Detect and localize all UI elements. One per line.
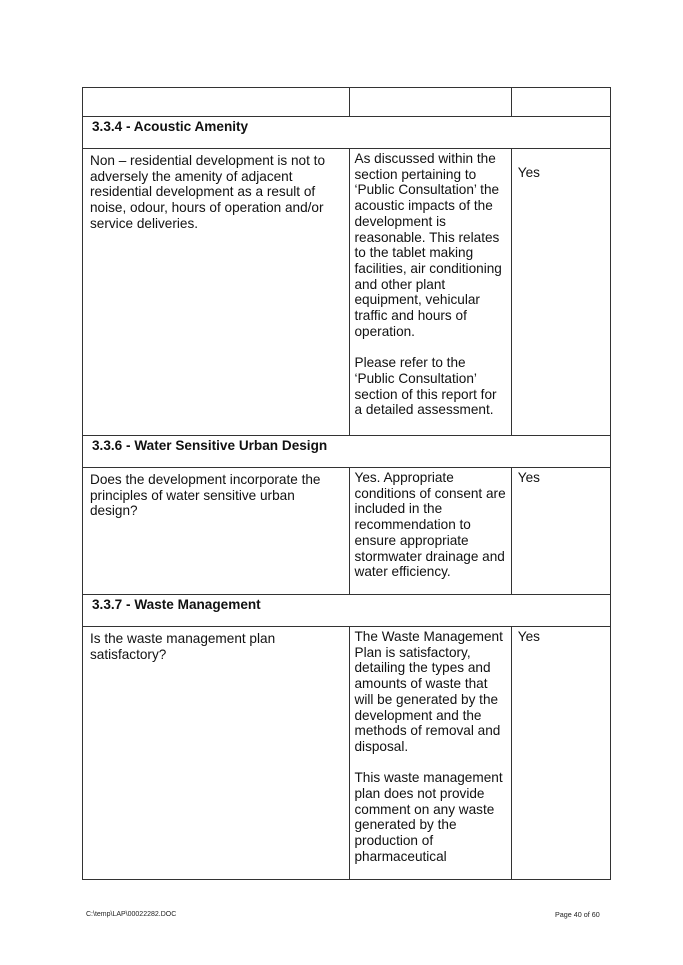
complies-value: Yes: [517, 629, 540, 644]
criterion-cell: [83, 149, 350, 436]
footer-file-path: C:\temp\LAP\00022282.DOC: [86, 911, 177, 918]
complies-cell: [511, 468, 610, 595]
comment-cell: [349, 149, 511, 436]
section-heading: 3.3.6 - Water Sensitive Urban Design: [83, 436, 611, 468]
blank-cell: [83, 88, 350, 117]
table-row: [83, 468, 611, 595]
section-heading-row: [83, 436, 611, 468]
criterion-text: Is the waste management plan satisfactory?: [90, 631, 276, 662]
table-row: [83, 627, 611, 880]
complies-cell: [511, 149, 610, 436]
criterion-cell: [83, 627, 350, 880]
criterion-text: Does the development incorporate the principles of water sensitive urban design?: [90, 472, 321, 519]
table-row-blank: [83, 88, 611, 117]
table-row: [83, 149, 611, 436]
comment-cell: [349, 627, 511, 880]
comment-cell: [349, 468, 511, 595]
comment-text: This waste management plan does not provide comment on any waste generated by the production of pharmaceutical: [354, 770, 503, 864]
complies-value: Yes: [517, 165, 540, 180]
blank-cell: [349, 88, 511, 117]
section-heading: 3.3.4 - Acoustic Amenity: [83, 117, 611, 149]
section-heading-row: [83, 595, 611, 627]
comment-text: Yes. Appropriate conditions of consent are included in the recommendation to ensure appropriate stormwater drainage and water efficiency.: [354, 470, 506, 580]
comment-text: Please refer to the ‘Public Consultation’ section of this report for a detailed assessment.: [354, 355, 497, 418]
assessment-table: [82, 87, 611, 880]
comment-text: The Waste Management Plan is satisfactory, detailing the types and amounts of waste that will be generated by the development and the methods of removal and disposal.: [354, 629, 503, 754]
section-heading-row: [83, 117, 611, 149]
complies-value: Yes: [517, 470, 540, 485]
comment-text: As discussed within the section pertaining to ‘Public Consultation’ the acoustic impacts of the development is reasonable. This relates to the tablet making facilities, air conditioning and other plant equipment, vehicular traffic and hours of operation.: [354, 151, 502, 339]
footer-page-number: Page 40 of 60: [555, 910, 600, 919]
criterion-text: Non – residential development is not to adversely the amenity of adjacent residential development as a result of noise, odour, hours of operation and/or service deliveries.: [90, 153, 326, 231]
criterion-cell: [83, 468, 350, 595]
complies-cell: [511, 627, 610, 880]
blank-cell: [511, 88, 610, 117]
section-heading: 3.3.7 - Waste Management: [83, 595, 611, 627]
